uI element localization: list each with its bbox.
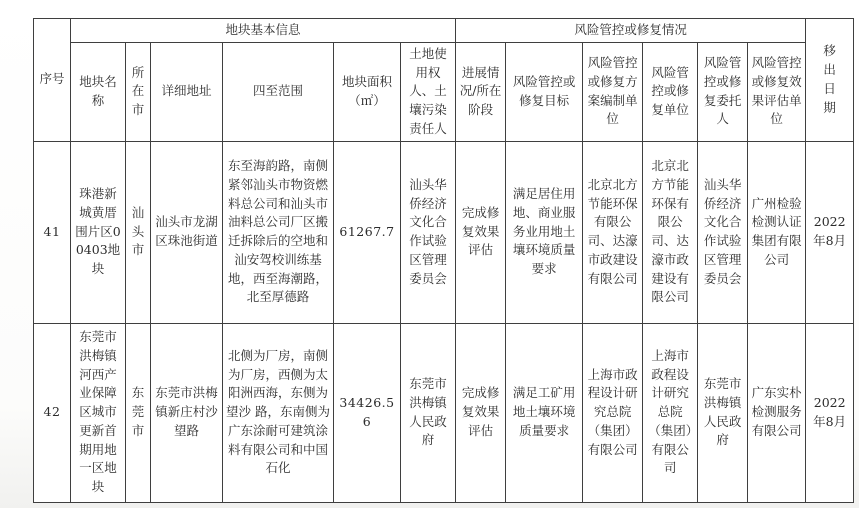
cell-owner: 汕头华侨经济文化合作试验区管理委员会 <box>401 141 456 323</box>
land-parcel-remediation-table <box>33 18 854 503</box>
cell-address: 汕头市龙湖区珠池街道 <box>151 141 223 323</box>
cell-city: 东莞市 <box>126 323 151 502</box>
header-assess-unit: 风险管控或修复效果评估单位 <box>748 42 806 141</box>
cell-area: 61267.7 <box>334 141 401 323</box>
cell-target: 满足居住用地、商业服务业用地土壤环境质量要求 <box>506 141 583 323</box>
header-group-basic-info: 地块基本信息 <box>71 19 456 43</box>
cell-seq: 42 <box>34 323 71 502</box>
cell-boundaries: 北侧为厂房，南侧为厂房，西侧为太阳洲西海，东侧为望沙 路，东南侧为广东涂耐可建筑涂料有限公司和中国石化 <box>223 323 334 502</box>
header-city: 所在市 <box>126 42 151 141</box>
header-address: 详细地址 <box>151 42 223 141</box>
header-owner: 土地使用权人、土壤污染责任人 <box>401 42 456 141</box>
cell-removal-date: 2022年8月 <box>806 323 854 502</box>
cell-boundaries: 东至海韵路，南侧紧邻汕头市物资燃料总公司和汕头市油料总公司厂区搬迁拆除后的空地和汕安驾校训练基地，西至海潮路，北至厚德路 <box>223 141 334 323</box>
cell-owner: 东莞市洪梅镇人民政府 <box>401 323 456 502</box>
header-client: 风险管控或修复委托人 <box>698 42 748 141</box>
header-target: 风险管控或修复目标 <box>506 42 583 141</box>
cell-parcel-name: 珠港新城黄厝围片区00403地块 <box>71 141 126 323</box>
header-repair-unit: 风险管控或修复单位 <box>643 42 698 141</box>
cell-plan-unit: 上海市政程设计研究总院（集团）有限公司 <box>583 323 643 502</box>
cell-address: 东莞市洪梅镇新庄村沙望路 <box>151 323 223 502</box>
header-boundaries: 四至范围 <box>223 42 334 141</box>
table-row <box>34 141 854 323</box>
cell-city: 汕头市 <box>126 141 151 323</box>
header-parcel-name: 地块名称 <box>71 42 126 141</box>
cell-removal-date: 2022年8月 <box>806 141 854 323</box>
header-progress: 进展情况/所在阶段 <box>456 42 506 141</box>
header-group-risk-info: 风险管控或修复情况 <box>456 19 806 43</box>
cell-client: 东莞市洪梅镇人民政府 <box>698 323 748 502</box>
cell-plan-unit: 北京北方节能环保有限公司、达濠市政建设有限公司 <box>583 141 643 323</box>
header-area: 地块面积（㎡） <box>334 42 401 141</box>
cell-progress: 完成修复效果评估 <box>456 323 506 502</box>
cell-area: 34426.56 <box>334 323 401 502</box>
header-seq: 序号 <box>34 19 71 142</box>
header-plan-unit: 风险管控或修复方案编制单位 <box>583 42 643 141</box>
header-removal-date-label: 移出日期 <box>823 43 836 115</box>
cell-client: 汕头华侨经济文化合作试验区管理委员会 <box>698 141 748 323</box>
cell-parcel-name: 东莞市洪梅镇河西产业保障区城市更新首期用地一区地块 <box>71 323 126 502</box>
cell-assess-unit: 广州检验检测认证集团有限公司 <box>748 141 806 323</box>
cell-seq: 41 <box>34 141 71 323</box>
header-removal-date <box>806 19 854 142</box>
cell-progress: 完成修复效果评估 <box>456 141 506 323</box>
cell-repair-unit: 北京北方节能环保有限公司、达濠市政建设有限公司 <box>643 141 698 323</box>
cell-target: 满足工矿用地土壤环境质量要求 <box>506 323 583 502</box>
table-row <box>34 323 854 502</box>
cell-assess-unit: 广东实朴检测服务有限公司 <box>748 323 806 502</box>
cell-repair-unit: 上海市政程设计研究总院（集团）有限公司 <box>643 323 698 502</box>
